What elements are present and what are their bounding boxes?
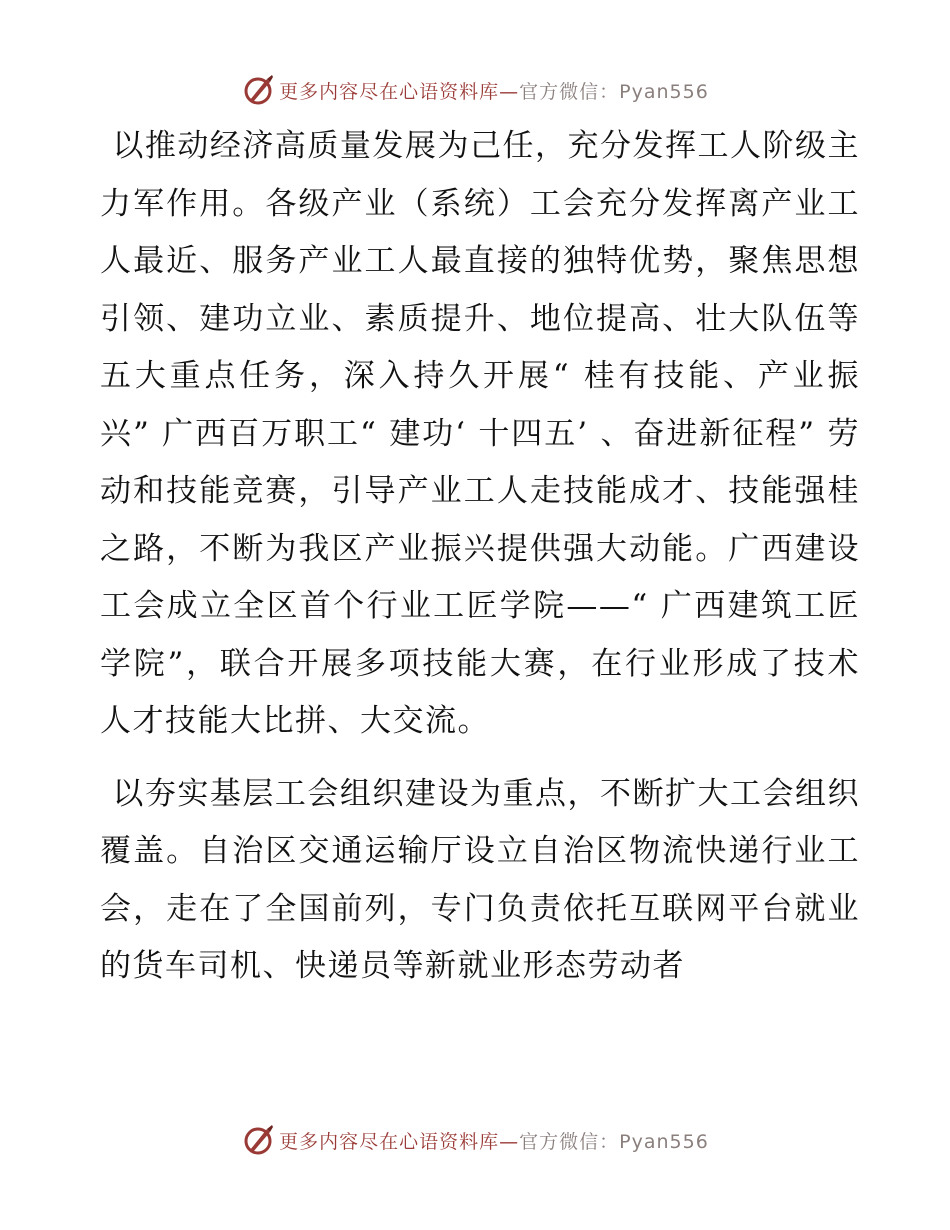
footer-watermark	[0, 1120, 950, 1160]
footer-brand: 更多内容尽在心语资料库	[279, 1130, 500, 1153]
footer-dash: —	[499, 1130, 520, 1153]
header-brand-text	[279, 77, 709, 104]
header-wechat: 官方微信：Pyan556	[519, 80, 709, 103]
pen-nib-logo-icon	[241, 1123, 275, 1157]
header-watermark	[0, 70, 950, 110]
paragraph-2: 以夯实基层工会组织建设为重点，不断扩大工会组织覆盖。自治区交通运输厅设立自治区物流快递行业工会，走在了全国前列，专门负责依托互联网平台就业的货车司机、快递员等新就业形态劳动者	[100, 775, 860, 984]
header-dash: —	[499, 80, 520, 103]
document-body	[100, 118, 860, 996]
footer-wechat: 官方微信：Pyan556	[519, 1130, 709, 1153]
pen-nib-logo-icon	[241, 73, 275, 107]
footer-brand-text	[279, 1127, 709, 1154]
header-brand: 更多内容尽在心语资料库	[279, 80, 500, 103]
paragraph-1: 以推动经济高质量发展为己任，充分发挥工人阶级主力军作用。各级产业（系统）工会充分发挥离产业工人最近、服务产业工人最直接的独特优势，聚焦思想引领、建功立业、素质提升、地位提高、壮大队伍等五大重点任务，深入持久开展“ 桂有技能、产业振兴” 广西百万职工“ 建功‘ 十四五’ 、奋进新征程” 劳动和技能竞赛，引导产业工人走技能成才、技能强桂之路，不断为我区产业振兴提供强大动能。广西建设工会成立全区首个行业工匠学院——“ 广西建筑工匠学院”，联合开展多项技能大赛，在行业形成了技术人才技能大比拼、大交流。	[100, 128, 860, 739]
